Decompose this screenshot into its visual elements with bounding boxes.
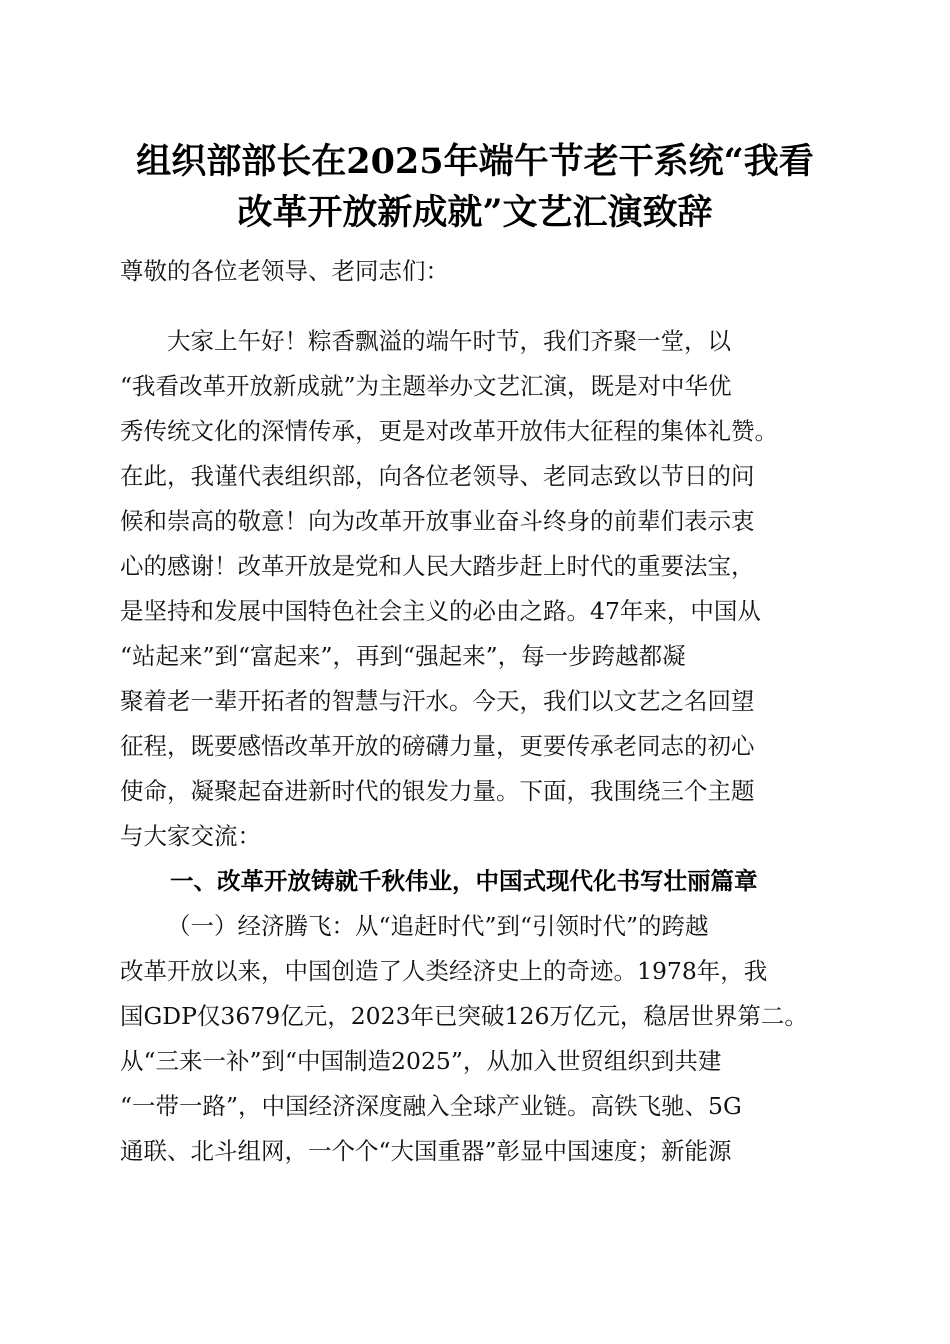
paragraph-line: 在此，我谨代表组织部，向各位老领导、老同志致以节日的问 [120,462,755,490]
paragraph-line: 从“三来一补”到“中国制造2025”，从加入世贸组织到共建 [120,1047,722,1075]
paragraph-line: 国GDP仅3679亿元，2023年已突破126万亿元，稳居世界第二。 [120,1002,808,1030]
paragraph-line: 是坚持和发展中国特色社会主义的必由之路。47年来，中国从 [120,597,761,625]
document-title [100,136,850,238]
paragraph-line: 候和崇高的敬意！向为改革开放事业奋斗终身的前辈们表示衷 [120,507,755,535]
paragraph-line: 秀传统文化的深情传承，更是对改革开放伟大征程的集体礼赞。 [120,417,778,445]
paragraph-line: 使命，凝聚起奋进新时代的银发力量。下面，我围绕三个主题 [120,777,755,805]
subsection-heading: （一）经济腾飞：从“追赶时代”到“引领时代”的跨越 [167,912,709,940]
paragraph-line: 通联、北斗组网，一个个“大国重器”彰显中国速度；新能源 [120,1137,732,1165]
paragraph-line: “一带一路”，中国经济深度融入全球产业链。高铁飞驰、5G [120,1092,742,1120]
salutation: 尊敬的各位老领导、老同志们： [120,257,449,285]
paragraph-line: 大家上午好！粽香飘溢的端午时节，我们齐聚一堂，以 [167,327,731,355]
paragraph-line: “我看改革开放新成就”为主题举办文艺汇演，既是对中华优 [120,372,732,400]
paragraph-line: “站起来”到“富起来”，再到“强起来”，每一步跨越都凝 [120,642,686,670]
section-heading: 一、改革开放铸就千秋伟业，中国式现代化书写壮丽篇章 [170,867,758,895]
paragraph-line: 征程，既要感悟改革开放的磅礴力量，更要传承老同志的初心 [120,732,755,760]
paragraph-line: 与大家交流： [120,822,261,850]
title-line-2: 改革开放新成就”文艺汇演致辞 [237,192,713,233]
title-line-1: 组织部部长在2025年端午节老干系统“我看 [136,141,814,182]
paragraph-line: 心的感谢！改革开放是党和人民大踏步赶上时代的重要法宝， [120,552,755,580]
paragraph-line: 聚着老一辈开拓者的智慧与汗水。今天，我们以文艺之名回望 [120,687,755,715]
paragraph-line: 改革开放以来，中国创造了人类经济史上的奇迹。1978年，我 [120,957,768,985]
